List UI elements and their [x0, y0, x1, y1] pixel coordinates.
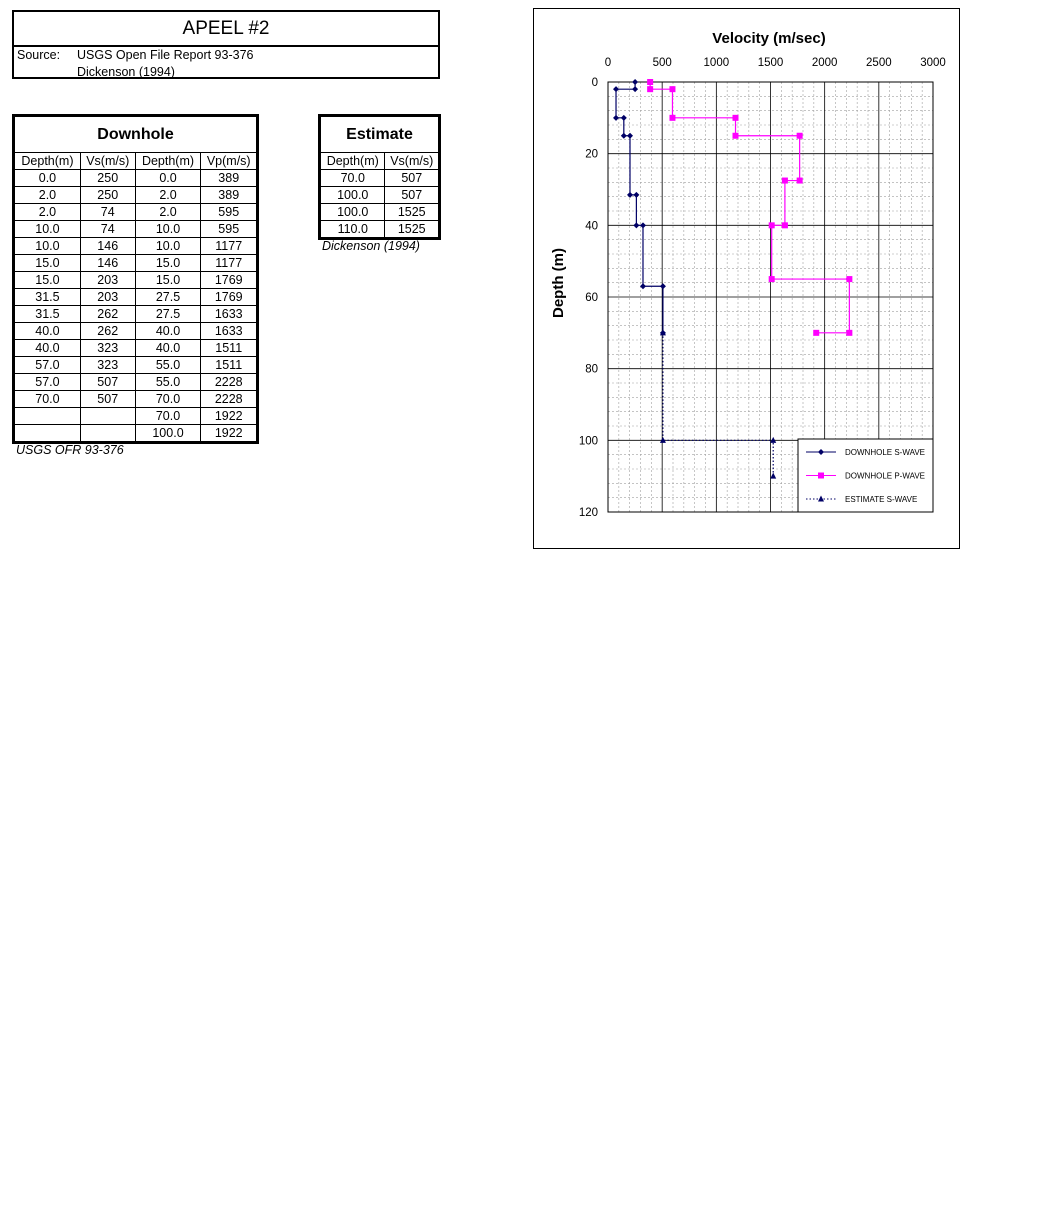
- data-point: [813, 330, 819, 336]
- source-label: Source:: [17, 48, 61, 62]
- table-row: [15, 272, 257, 289]
- table-cell: 1525: [385, 204, 439, 221]
- table-cell: 1633: [201, 306, 257, 323]
- table-row: [15, 391, 257, 408]
- x-tick-label: 0: [604, 57, 612, 69]
- x-tick-label: 1000: [703, 57, 730, 69]
- table-cell: 10.0: [15, 221, 81, 238]
- table-cell: 595: [201, 221, 257, 238]
- x-tick-label: 500: [652, 57, 672, 69]
- table-cell: 2.0: [15, 204, 81, 221]
- table-cell: 389: [201, 187, 257, 204]
- data-point: [782, 222, 788, 228]
- table-cell: 2.0: [135, 187, 201, 204]
- column-header: Vs(m/s): [385, 153, 439, 170]
- data-point: [769, 222, 775, 228]
- table-cell: 1525: [385, 221, 439, 238]
- table-cell: 1633: [201, 323, 257, 340]
- column-header: Depth(m): [135, 153, 201, 170]
- x-tick-label: 2000: [811, 57, 838, 69]
- table-cell: [80, 425, 135, 442]
- legend-label: ESTIMATE S-WAVE: [845, 495, 918, 504]
- table-cell: [15, 425, 81, 442]
- source-line-1: USGS Open File Report 93-376: [77, 48, 254, 62]
- data-point: [797, 133, 803, 139]
- table-row: [15, 289, 257, 306]
- table-cell: 1922: [201, 425, 257, 442]
- table-cell: 57.0: [15, 357, 81, 374]
- table-cell: 15.0: [15, 255, 81, 272]
- table-cell: 2228: [201, 391, 257, 408]
- table-cell: 10.0: [135, 238, 201, 255]
- y-tick-label: 80: [585, 363, 598, 376]
- table-row: [15, 425, 257, 442]
- data-point: [782, 178, 788, 184]
- table-row: [15, 187, 257, 204]
- table-cell: 40.0: [135, 340, 201, 357]
- data-point: [669, 86, 675, 92]
- table-cell: 1769: [201, 272, 257, 289]
- table-cell: 27.5: [135, 289, 201, 306]
- table-cell: 100.0: [321, 204, 385, 221]
- table-cell: 146: [80, 238, 135, 255]
- table-cell: 57.0: [15, 374, 81, 391]
- table-cell: 1511: [201, 357, 257, 374]
- table-cell: 74: [80, 221, 135, 238]
- table-cell: 0.0: [135, 170, 201, 187]
- data-point: [846, 330, 852, 336]
- downhole-title: Downhole: [15, 117, 257, 153]
- legend: [798, 439, 933, 512]
- y-tick-label: 40: [585, 220, 598, 233]
- table-cell: 70.0: [321, 170, 385, 187]
- table-cell: 507: [80, 374, 135, 391]
- title-box: [12, 10, 440, 79]
- data-point: [846, 276, 852, 282]
- legend-label: DOWNHOLE S-WAVE: [845, 448, 926, 457]
- x-axis-title: Velocity (m/sec): [712, 30, 826, 47]
- downhole-table: [12, 114, 259, 444]
- table-cell: 595: [201, 204, 257, 221]
- table-cell: 27.5: [135, 306, 201, 323]
- velocity-depth-chart: [534, 9, 959, 548]
- table-row: [15, 221, 257, 238]
- table-cell: 0.0: [15, 170, 81, 187]
- table-cell: 70.0: [135, 408, 201, 425]
- column-header: Depth(m): [15, 153, 81, 170]
- table-cell: 262: [80, 306, 135, 323]
- estimate-note: Dickenson (1994): [322, 239, 420, 253]
- table-cell: 146: [80, 255, 135, 272]
- table-row: [15, 374, 257, 391]
- table-cell: 507: [385, 170, 439, 187]
- table-cell: 203: [80, 289, 135, 306]
- table-cell: 2.0: [135, 204, 201, 221]
- table-row: [15, 357, 257, 374]
- y-tick-label: 60: [585, 292, 598, 304]
- table-cell: 10.0: [15, 238, 81, 255]
- legend-label: DOWNHOLE P-WAVE: [845, 471, 926, 481]
- table-row: [15, 323, 257, 340]
- data-point: [733, 115, 739, 121]
- estimate-table: [318, 114, 441, 240]
- table-row: [321, 170, 439, 187]
- table-cell: 507: [80, 391, 135, 408]
- column-header: Vp(m/s): [201, 153, 257, 170]
- table-cell: 15.0: [135, 272, 201, 289]
- x-tick-label: 3000: [920, 57, 946, 69]
- table-cell: 40.0: [15, 340, 81, 357]
- x-tick-label: 2500: [866, 57, 892, 69]
- page-title: APEEL #2: [14, 12, 438, 47]
- y-tick-label: 100: [578, 435, 598, 448]
- table-row: [15, 306, 257, 323]
- table-cell: 1769: [201, 289, 257, 306]
- column-header: Depth(m): [321, 153, 385, 170]
- table-cell: 2.0: [15, 187, 81, 204]
- table-cell: 250: [80, 187, 135, 204]
- downhole-note: USGS OFR 93-376: [16, 443, 124, 457]
- table-row: [15, 204, 257, 221]
- table-cell: 1922: [201, 408, 257, 425]
- data-point: [818, 473, 824, 479]
- table-cell: 70.0: [135, 391, 201, 408]
- data-point: [669, 115, 675, 121]
- data-point: [647, 79, 653, 85]
- table-cell: 70.0: [15, 391, 81, 408]
- table-cell: 262: [80, 323, 135, 340]
- table-row: [321, 221, 439, 238]
- table-cell: 15.0: [135, 255, 201, 272]
- y-tick-label: 20: [585, 148, 598, 161]
- y-tick-label: 120: [578, 507, 598, 519]
- table-cell: 1177: [201, 255, 257, 272]
- data-point: [733, 133, 739, 139]
- table-cell: 55.0: [135, 357, 201, 374]
- column-header: Vs(m/s): [80, 153, 135, 170]
- table-cell: [15, 408, 81, 425]
- table-row: [15, 408, 257, 425]
- source-line-2: Dickenson (1994): [77, 65, 175, 79]
- x-tick-label: 1500: [757, 57, 784, 69]
- table-row: [15, 340, 257, 357]
- chart-frame: [533, 8, 960, 549]
- table-cell: 40.0: [135, 323, 201, 340]
- table-cell: 31.5: [15, 306, 81, 323]
- table-cell: 323: [80, 340, 135, 357]
- table-cell: 31.5: [15, 289, 81, 306]
- table-cell: 74: [80, 204, 135, 221]
- table-cell: 10.0: [135, 221, 201, 238]
- table-cell: 323: [80, 357, 135, 374]
- table-cell: 40.0: [15, 323, 81, 340]
- table-cell: 507: [385, 187, 439, 204]
- table-row: [15, 255, 257, 272]
- data-point: [647, 86, 653, 92]
- table-cell: 1177: [201, 238, 257, 255]
- y-axis-title: Depth (m): [550, 248, 567, 318]
- table-cell: 100.0: [135, 425, 201, 442]
- table-cell: 100.0: [321, 187, 385, 204]
- estimate-title: Estimate: [321, 117, 439, 153]
- y-tick-label: 0: [591, 77, 598, 89]
- table-cell: 2228: [201, 374, 257, 391]
- table-row: [15, 238, 257, 255]
- table-cell: 203: [80, 272, 135, 289]
- table-row: [321, 187, 439, 204]
- table-row: [321, 204, 439, 221]
- table-cell: 250: [80, 170, 135, 187]
- table-cell: 110.0: [321, 221, 385, 238]
- table-cell: 15.0: [15, 272, 81, 289]
- table-row: [15, 170, 257, 187]
- table-cell: [80, 408, 135, 425]
- table-cell: 389: [201, 170, 257, 187]
- data-point: [797, 178, 803, 184]
- table-cell: 1511: [201, 340, 257, 357]
- data-point: [769, 276, 775, 282]
- table-cell: 55.0: [135, 374, 201, 391]
